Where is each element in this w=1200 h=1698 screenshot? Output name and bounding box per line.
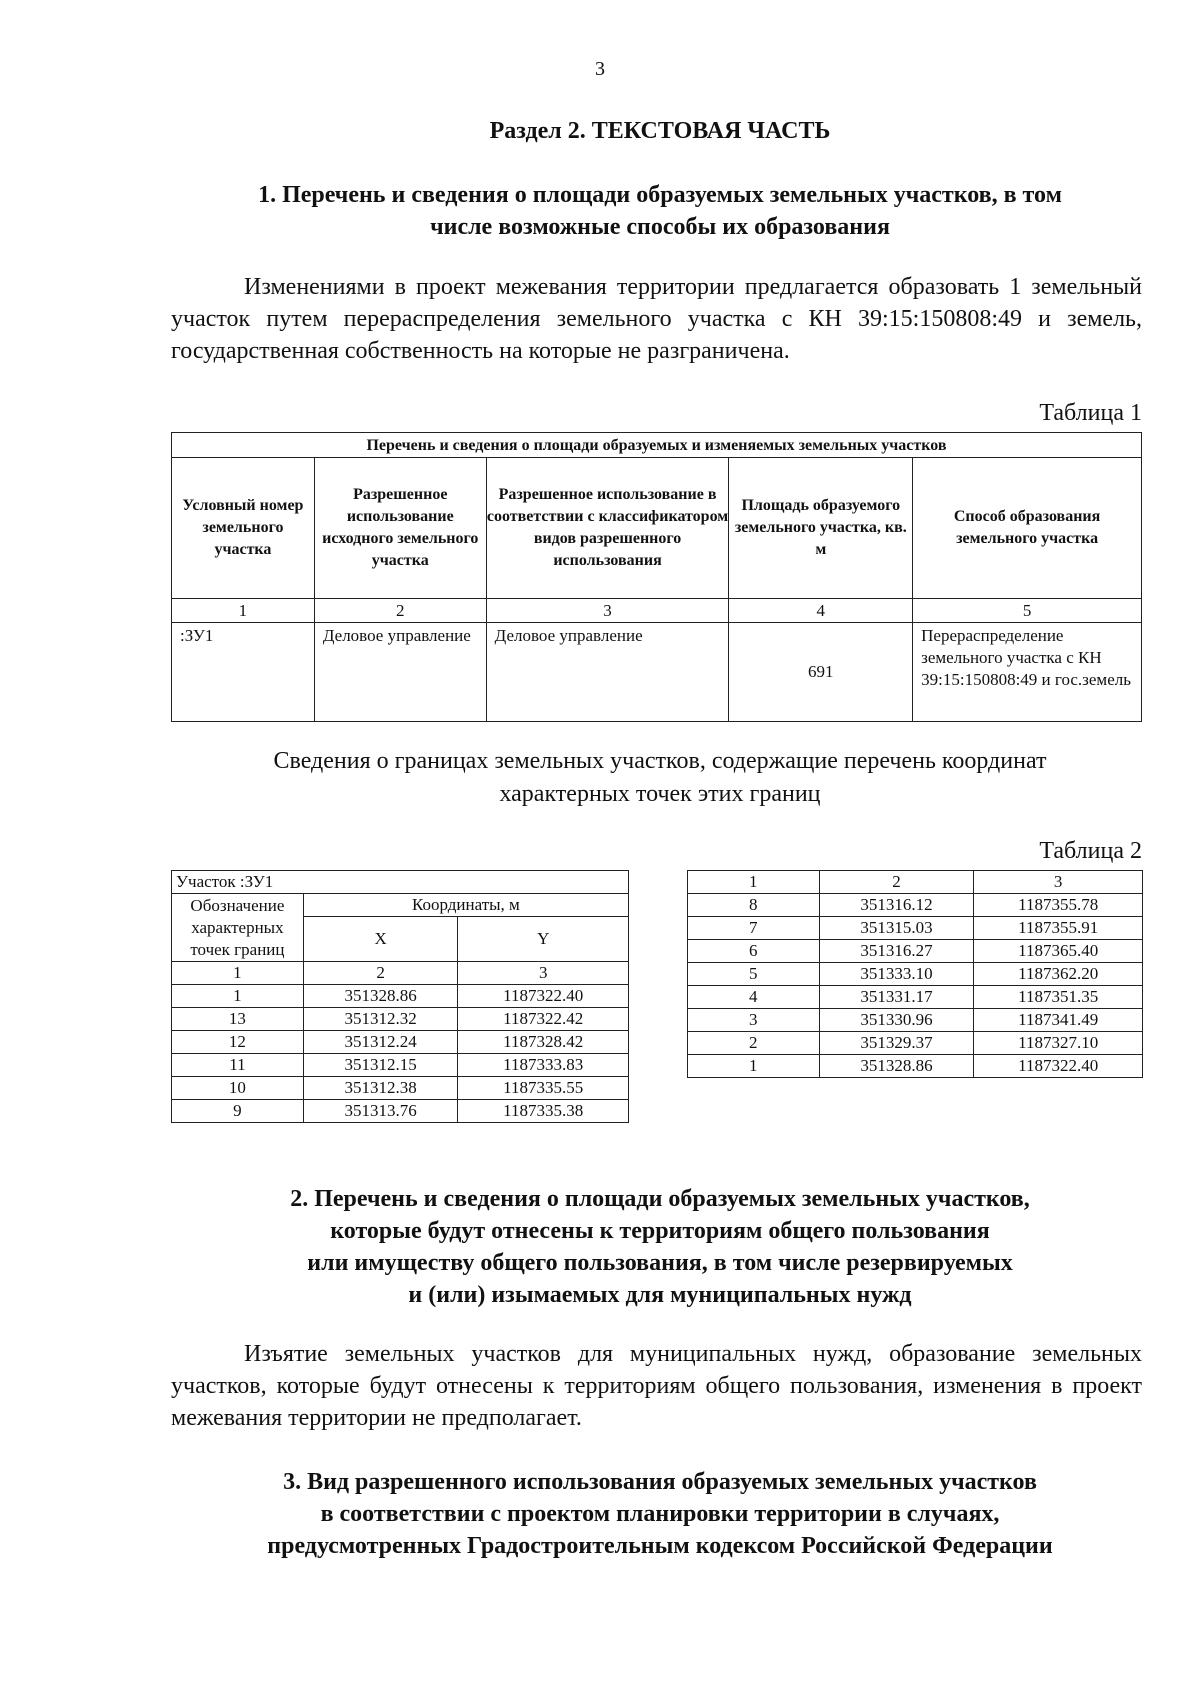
coordinates-table-left [171, 870, 629, 1123]
x-cell: 351316.27 [819, 940, 974, 963]
point-cell: 6 [688, 940, 820, 963]
table-row [172, 985, 629, 1008]
point-cell: 1 [172, 985, 304, 1008]
x-cell: 351330.96 [819, 1009, 974, 1032]
y-cell: 1187335.38 [458, 1100, 629, 1123]
heading-2 [100, 1183, 1200, 1311]
page-number: 3 [595, 58, 605, 80]
paragraph-1: Изменениями в проект межевания территории предлагается образовать 1 земельный участок путем перераспределения земельного участка с КН 39:15:150808:49 и земель, государственная собственность на которые не разграничена. [171, 274, 1142, 364]
table-row [172, 1100, 629, 1123]
table-1-col-number: 3 [486, 599, 729, 623]
y-cell: 1187328.42 [458, 1031, 629, 1054]
y-cell: 1187355.91 [974, 917, 1143, 940]
heading-2-line-3: или имуществу общего пользования, в том числе резервируемых [307, 1250, 1013, 1276]
table-row [688, 1055, 1143, 1078]
y-cell: 1187351.35 [974, 986, 1143, 1009]
point-cell: 1 [688, 1055, 820, 1078]
x-cell: 351329.37 [819, 1032, 974, 1055]
heading-3-line-2: в соответствии с проектом планировки территории в случаях, [320, 1501, 1000, 1527]
x-cell: 351312.15 [303, 1054, 458, 1077]
table-2-col-number: 3 [458, 962, 629, 985]
table-1-header: Разрешенное использование исходного земельного участка [314, 458, 486, 599]
heading-1-line-1: 1. Перечень и сведения о площади образуемых земельных участков, в том [258, 182, 1062, 208]
y-header: Y [458, 917, 629, 962]
point-cell: 13 [172, 1008, 304, 1031]
x-cell: 351328.86 [303, 985, 458, 1008]
point-cell: 5 [688, 963, 820, 986]
table-row [688, 940, 1143, 963]
y-cell: 1187322.40 [974, 1055, 1143, 1078]
source-use-cell: Деловое управление [314, 623, 486, 722]
y-cell: 1187322.42 [458, 1008, 629, 1031]
point-cell: 10 [172, 1077, 304, 1100]
x-cell: 351328.86 [819, 1055, 974, 1078]
table-row [172, 1031, 629, 1054]
heading-2-line-4: и (или) изымаемых для муниципальных нужд [408, 1282, 912, 1308]
y-cell: 1187322.40 [458, 985, 629, 1008]
y-cell: 1187355.78 [974, 894, 1143, 917]
x-cell: 351331.17 [819, 986, 974, 1009]
heading-1-line-2: числе возможные способы их образования [430, 214, 890, 240]
heading-2-line-2: которые будут отнесены к территориям общего пользования [330, 1218, 990, 1244]
x-cell: 351312.32 [303, 1008, 458, 1031]
x-cell: 351312.38 [303, 1077, 458, 1100]
table-row [688, 917, 1143, 940]
coords-header: Координаты, м [303, 894, 628, 917]
table-row [688, 1032, 1143, 1055]
point-cell: 8 [688, 894, 820, 917]
heading-1 [100, 179, 1200, 243]
table-row [688, 963, 1143, 986]
table-1-header: Разрешенное использование в соответствии с классификатором видов разрешенного использования [486, 458, 729, 599]
paragraph-2: Изъятие земельных участков для муниципальных нужд, образование земельных участков, которые будут отнесены к территориям общего пользования, изменения в проект межевания территории не предполагает. [171, 1341, 1142, 1431]
heading-3-line-1: 3. Вид разрешенного использования образуемых земельных участков [283, 1469, 1037, 1495]
x-cell: 351333.10 [819, 963, 974, 986]
heading-2-line-1: 2. Перечень и сведения о площади образуемых земельных участков, [290, 1186, 1030, 1212]
table-row [172, 1054, 629, 1077]
table-1-col-number: 5 [913, 599, 1142, 623]
y-cell: 1187341.49 [974, 1009, 1143, 1032]
y-cell: 1187327.10 [974, 1032, 1143, 1055]
point-cell: 2 [688, 1032, 820, 1055]
section-title: Раздел 2. ТЕКСТОВАЯ ЧАСТЬ [489, 118, 831, 144]
point-cell: 7 [688, 917, 820, 940]
table-1-col-number: 1 [172, 599, 315, 623]
table-2-col-number: 1 [172, 962, 304, 985]
classified-use-cell: Деловое управление [486, 623, 729, 722]
table-1-col-number: 2 [314, 599, 486, 623]
table-row [688, 986, 1143, 1009]
area-cell: 691 [729, 623, 913, 722]
table-2-caption: Таблица 2 [1039, 838, 1142, 864]
table-row [688, 1009, 1143, 1032]
x-header: X [303, 917, 458, 962]
coordinates-table-right [687, 870, 1143, 1078]
table-row [172, 623, 1142, 722]
table-1-header: Условный номер земельного участка [172, 458, 315, 599]
method-cell: Перераспределение земельного участка с КН 39:15:150808:49 и гос.земель [913, 623, 1142, 722]
boundaries-heading-line-2: характерных точек этих границ [499, 781, 821, 807]
heading-3-line-3: предусмотренных Градостроительным кодексом Российской Федерации [267, 1533, 1053, 1559]
table-row [172, 1008, 629, 1031]
y-cell: 1187333.83 [458, 1054, 629, 1077]
table-2-col-number: 2 [819, 871, 974, 894]
table-2-col-number: 1 [688, 871, 820, 894]
boundaries-heading [100, 745, 1200, 811]
table-2-col-number: 3 [974, 871, 1143, 894]
x-cell: 351315.03 [819, 917, 974, 940]
plot-number-cell: :ЗУ1 [172, 623, 315, 722]
x-cell: 351313.76 [303, 1100, 458, 1123]
point-cell: 11 [172, 1054, 304, 1077]
plot-label: Участок :ЗУ1 [172, 871, 629, 894]
point-cell: 3 [688, 1009, 820, 1032]
y-cell: 1187335.55 [458, 1077, 629, 1100]
table-1-col-number: 4 [729, 599, 913, 623]
table-1-header: Способ образования земельного участка [913, 458, 1142, 599]
heading-3 [100, 1466, 1200, 1562]
table-2-col-number: 2 [303, 962, 458, 985]
table-1-caption: Таблица 1 [1039, 400, 1142, 426]
table-row [172, 1077, 629, 1100]
point-cell: 9 [172, 1100, 304, 1123]
point-cell: 12 [172, 1031, 304, 1054]
point-header: Обозначение характерных точек границ [172, 894, 304, 962]
point-cell: 4 [688, 986, 820, 1009]
table-1 [171, 432, 1142, 722]
boundaries-heading-line-1: Сведения о границах земельных участков, содержащие перечень координат [273, 748, 1047, 774]
y-cell: 1187365.40 [974, 940, 1143, 963]
x-cell: 351316.12 [819, 894, 974, 917]
x-cell: 351312.24 [303, 1031, 458, 1054]
table-1-title: Перечень и сведения о площади образуемых и изменяемых земельных участков [172, 433, 1142, 458]
table-row [688, 894, 1143, 917]
table-1-header: Площадь образуемого земельного участка, кв. м [729, 458, 913, 599]
y-cell: 1187362.20 [974, 963, 1143, 986]
